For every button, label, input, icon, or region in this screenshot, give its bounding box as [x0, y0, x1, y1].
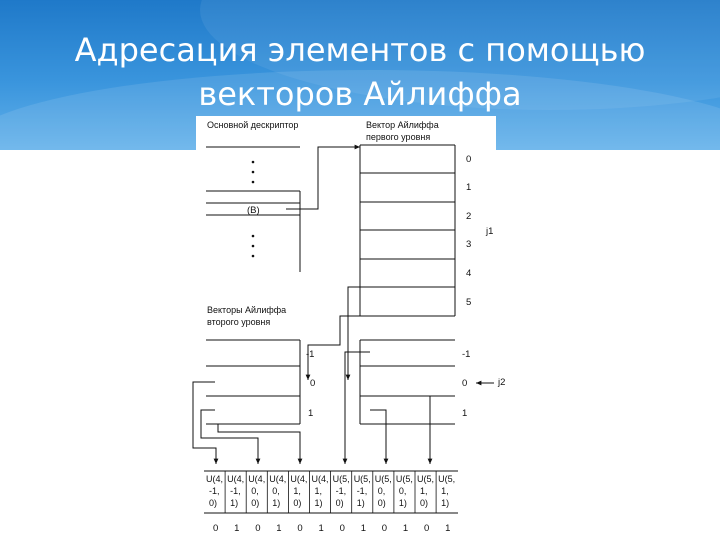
table-cell-text: 0, [398, 486, 407, 496]
table-cell-text: U(5, [395, 474, 413, 484]
main-descriptor-label: Основной дескриптор [207, 120, 299, 130]
table-cell-text: 1) [441, 498, 450, 508]
table-cell-text: -1, [335, 486, 347, 496]
first-level-label-2: первого уровня [366, 132, 431, 142]
table-cell-text: 0) [209, 498, 218, 508]
first-level-index: 1 [466, 182, 472, 193]
table-cell-text: -1, [230, 486, 241, 496]
first-level-index: 2 [466, 211, 472, 222]
slide-title [0, 28, 720, 116]
table-index: 0 [381, 523, 388, 534]
left-vector-index: 1 [308, 408, 314, 419]
right-vector-index: 0 [462, 378, 468, 389]
table-cell-text: 0) [251, 498, 260, 508]
table-index: 1 [402, 523, 409, 534]
table-index: 0 [255, 523, 261, 534]
table-cell-text: U(4, [248, 474, 266, 484]
table-cell-text: 0, [377, 486, 386, 496]
right-vector-index: 1 [462, 408, 468, 419]
slide-title-line-1: Адресация элементов с помощью [74, 31, 646, 69]
j1-label: j1 [486, 226, 494, 237]
table-cell-text: U(5, [353, 474, 371, 484]
first-level-index: 4 [466, 268, 472, 279]
table-index: 1 [360, 523, 366, 534]
table-cell-text: 1, [293, 486, 301, 496]
table-cell-text: 0, [251, 486, 259, 496]
table-cell-text: 0, [272, 486, 280, 496]
table-cell-text: 1, [420, 486, 428, 496]
table-cell-text: U(5, [374, 474, 392, 484]
table-cell-text: 1) [398, 498, 407, 508]
table-cell-text: U(4, [269, 474, 287, 484]
table-cell-text: 0) [335, 498, 344, 508]
table-cell-text: 1, [314, 486, 323, 496]
table-cell-text: U(4, [311, 474, 329, 484]
table-cell-text: U(5, [438, 474, 456, 484]
table-cell-text: 1) [314, 498, 323, 508]
table-cell-text: 1) [272, 498, 281, 508]
table-cell-text: 0) [420, 498, 429, 508]
table-cell-text: 1) [356, 498, 365, 508]
table-cell-text: 0) [377, 498, 386, 508]
right-vector-index: -1 [462, 349, 471, 360]
table-cell-text: 1, [441, 486, 449, 496]
table-cell-text: -1, [209, 486, 220, 496]
b-label: (В) [247, 205, 260, 216]
left-vector-index: -1 [306, 349, 315, 360]
table-cell-text: U(4, [290, 474, 308, 484]
first-level-index: 3 [466, 239, 472, 250]
table-index: 1 [276, 523, 282, 534]
table-index: 1 [445, 523, 451, 534]
table-index: 0 [424, 523, 430, 534]
first-level-index: 5 [466, 297, 472, 308]
table-cell-text: 1) [230, 498, 239, 508]
table-cell-text: 0) [293, 498, 302, 508]
table-cell-text: U(4, [206, 474, 224, 484]
j2-label: j2 [498, 377, 506, 388]
table-index: 0 [297, 523, 303, 534]
table-index: 0 [339, 523, 345, 534]
left-vector-index: 0 [310, 378, 316, 389]
slide-title-line-2: векторов Айлиффа [198, 75, 522, 113]
table-cell-text: -1, [356, 486, 368, 496]
first-level-label-1: Вектор Айлиффа [366, 120, 439, 130]
table-index: 0 [213, 523, 219, 534]
table-index: 1 [318, 523, 324, 534]
table-cell-text: U(5, [417, 474, 435, 484]
first-level-index: 0 [466, 154, 472, 165]
second-level-label-2: второго уровня [207, 317, 271, 327]
table-index: 1 [234, 523, 240, 534]
second-level-label-1: Векторы Айлиффа [207, 305, 287, 315]
table-cell-text: U(5, [332, 474, 350, 484]
table-cell-text: U(4, [227, 474, 245, 484]
